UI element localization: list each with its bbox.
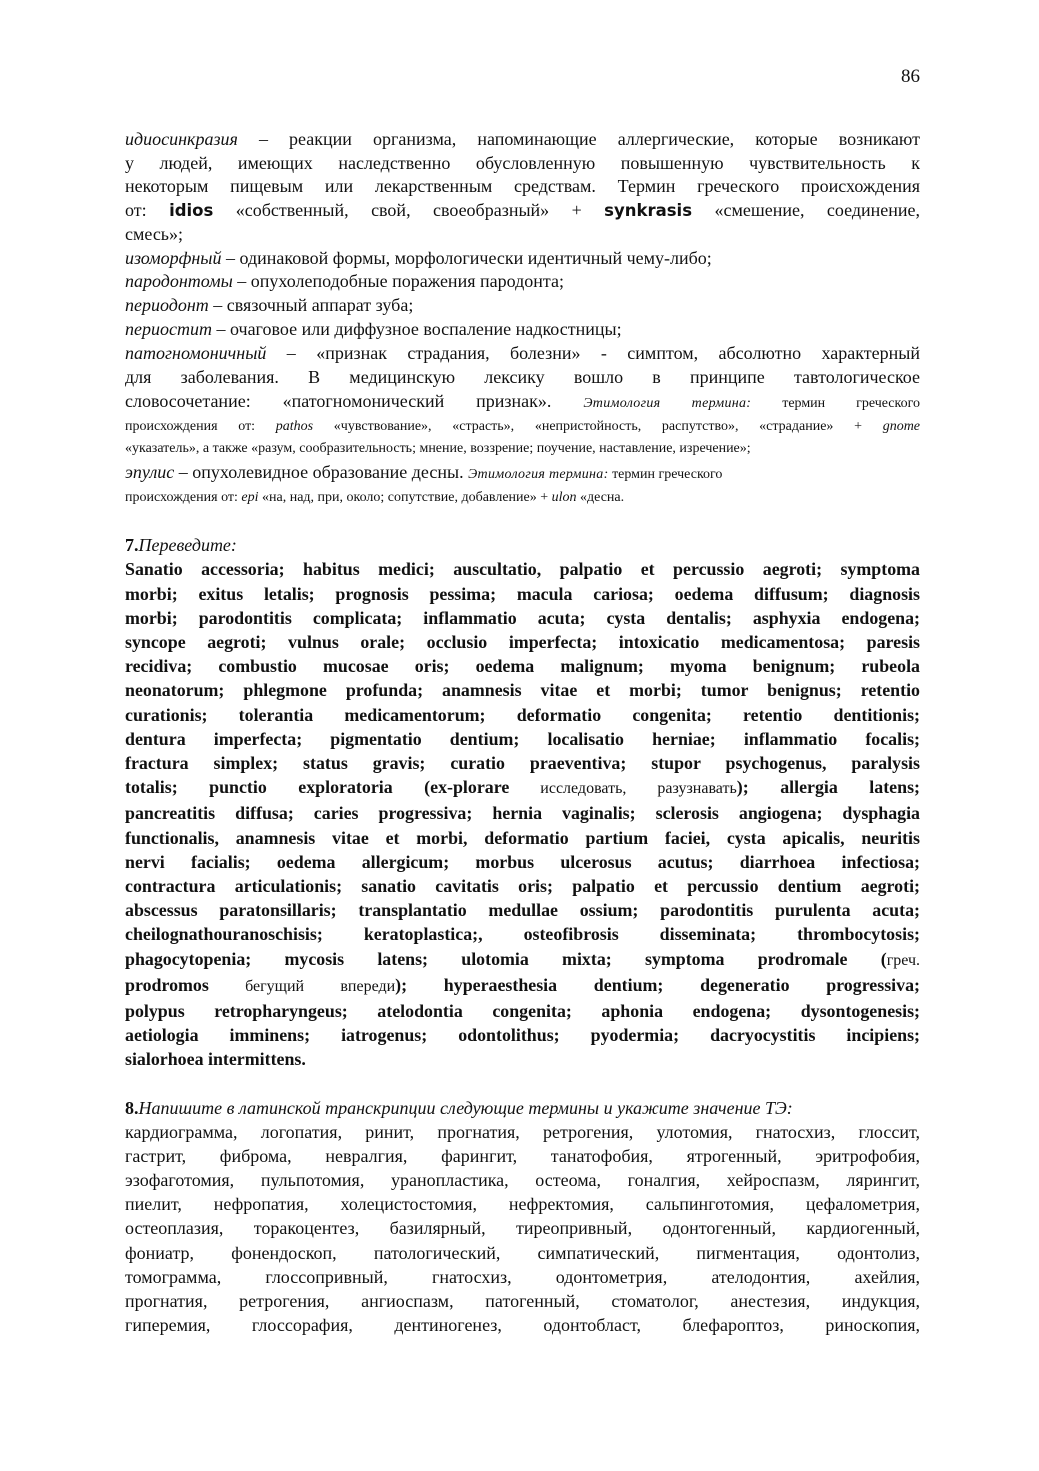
etymology-text: термин греческого: [751, 396, 921, 412]
glossary-term: периодонт: [125, 294, 209, 315]
definition-text: словосочетание: «патогномонический признак».: [125, 391, 584, 412]
text-line: nervi facialis; oedema allergicum; morbus ulcerosus acutus; diarrhoea infectiosa;: [125, 851, 920, 872]
text-line: morbi; parodontitis complicata; inflammatio acuta; cysta dentalis; asphyxia endogena;: [125, 607, 920, 628]
definition-text: – реакции организма, напоминающие аллергические, которые возникают: [237, 129, 920, 149]
text-line: гиперемия, глоссорафия, дентиногенез, одонтобласт, блефароптоз, риноскопия,: [125, 1315, 920, 1336]
exercise-text: [125, 557, 920, 1071]
text-line: [125, 775, 920, 801]
text-line: recidiva; combustio mucosae oris; oedema malignum; myoma benignum; rubeola: [125, 656, 920, 677]
etymology-text: «чувствование», «страсть», «непристойность, распутство», «страдание» +: [313, 419, 883, 435]
definition-text: для заболевания. В медицинскую лексику вошло в принципе тавтологическое: [125, 367, 920, 388]
exercise-instruction: Переведите:: [138, 535, 237, 556]
definition-text: «смешение, соединение,: [692, 200, 920, 221]
text-line: morbi; exitus letalis; prognosis pessima; macula cariosa; oedema diffusum; diagnosis: [125, 583, 920, 604]
etymology-text: происхождения от:: [125, 490, 242, 506]
exercise-7: [125, 533, 920, 1071]
exercise-8: [125, 1096, 920, 1338]
text-line: functionalis, anamnesis vitae et morbi, deformatio partium faciei, cysta apicalis, neuritis: [125, 827, 920, 848]
definition-text: – очаговое или диффузное воспаление надкостницы;: [211, 318, 622, 339]
glossary-entry-idiosyncrasy: [125, 128, 920, 247]
russian-gloss: исследовать, разузнавать: [509, 780, 737, 798]
etymology-text: происхождения от:: [125, 419, 276, 435]
russian-gloss: бегущий впереди: [208, 977, 396, 995]
text-line: cheilognathouranoschisis; keratoplastica;, osteofibrosis disseminata; thrombocytosis;: [125, 924, 920, 945]
exercise-number: 8.: [125, 1097, 139, 1118]
text-line: [125, 973, 920, 999]
etymology-label: Этимология термина:: [583, 396, 752, 412]
glossary-term: эпулис: [125, 462, 175, 483]
text-line: abscessus paratonsillaris; transplantatio medullae ossium; parodontitis purulenta acuta;: [125, 900, 920, 921]
definition-text: – одинаковой формы, морфологически идентичный чему-либо;: [221, 247, 712, 268]
definition-text: – опухолеподобные поражения пародонта;: [232, 271, 564, 292]
glossary-term: идиосинкразия: [125, 129, 238, 149]
etymology-label: Этимология термина:: [468, 467, 609, 483]
greek-word: ulon: [551, 490, 577, 506]
text-line: остеоплазия, торакоцентез, базилярный, тиреопривный, одонтогенный, кардиогенный,: [125, 1218, 920, 1239]
text-line: aetiologia imminens; iatrogenus; odontolithus; pyodermia; dacryocystitis incipiens;: [125, 1025, 920, 1046]
page-content: [125, 128, 920, 1337]
text-line: Sanatio accessoria; habitus medici; auscultatio, palpatio et percussio aegroti; symptoma: [125, 559, 920, 580]
text-line: dentura imperfecta; pigmentatio dentium; localisatio herniae; inflammatio focalis;: [125, 728, 920, 749]
text-line: эзофаготомия, пульпотомия, уранопластика, остеома, гоналгия, хейроспазм, лярингит,: [125, 1170, 920, 1190]
latin-text: phagocytopenia; mycosis latens; ulotomia mixta; symptoma prodromale (: [125, 948, 887, 969]
definition-text: – связочный аппарат зуба;: [208, 294, 414, 315]
text-line: fractura simplex; status gravis; curatio praeventiva; stupor psychogenus, paralysis: [125, 752, 920, 773]
text-line: пиелит, нефропатия, холецистостомия, нефректомия, сальпинготомия, цефалометрия,: [125, 1194, 920, 1215]
definition-text: – «признак страдания, болезни» - симптом, абсолютно характерный: [266, 343, 920, 364]
text-line: [125, 947, 920, 973]
etymology-text: «на, над, при, около; сопутствие, добавление» +: [258, 490, 552, 506]
greek-word: epi: [241, 490, 259, 506]
definition-text: «собственный, свой, своеобразный» +: [213, 200, 605, 221]
latin-text: prodromos: [125, 974, 209, 995]
text-line: contractura articulationis; sanatio cavitatis oris; palpatio et percussio dentium aegroti;: [125, 875, 920, 896]
glossary-entry-epulis: [125, 460, 920, 509]
glossary-term: изоморфный: [125, 247, 222, 268]
exercise-heading: [125, 1096, 920, 1120]
glossary-entry-periostitis: [125, 318, 920, 342]
text-line: neonatorum; phlegmone profunda; anamnesis vitae et morbi; tumor benignus; retentio: [125, 680, 920, 701]
greek-word: pathos: [275, 419, 314, 435]
glossary-entry-isomorphic: [125, 247, 920, 271]
text-line: pancreatitis diffusa; caries progressiva; hernia vaginalis; sclerosis angiogena; dysphagia: [125, 803, 920, 824]
text-line: sialorhoea intermittens.: [125, 1049, 306, 1070]
page-number: 86: [901, 66, 920, 87]
latin-text: totalis; punctio exploratoria (ex-plorare: [125, 777, 510, 798]
text-line: кардиограмма, логопатия, ринит, прогнатия, ретрогения, улотомия, гнатосхиз, глоссит,: [125, 1121, 920, 1142]
exercise-instruction: Напишите в латинской транскрипции следующие термины и укажите значение ТЭ:: [138, 1097, 793, 1118]
text-line: гастрит, фиброма, невралгия, фарингит, танатофобия, ятрогенный, эритрофобия,: [125, 1145, 920, 1166]
latin-text: ); hyperaesthesia dentium; degeneratio progressiva;: [395, 974, 920, 995]
text-line: фониатр, фонендоскоп, патологический, симпатический, пигментация, одонтолиз,: [125, 1242, 920, 1263]
exercise-text: [125, 1120, 920, 1338]
glossary-term: патогномоничный: [125, 343, 267, 364]
text-line: прогнатия, ретрогения, ангиоспазм, патогенный, стоматолог, анестезия, индукция,: [125, 1291, 920, 1312]
text-line: томограмма, глоссопривный, гнатосхиз, одонтометрия, ателодонтия, ахейлия,: [125, 1266, 920, 1287]
greek-word: synkrasis: [604, 201, 693, 221]
greek-word: gnome: [882, 419, 921, 435]
definition-text: – опухолевидное образование десны.: [174, 462, 469, 483]
exercise-heading: [125, 533, 920, 557]
text-line: curationis; tolerantia medicamentorum; deformatio congenita; retentio dentitionis;: [125, 704, 920, 725]
russian-gloss: греч.: [886, 951, 920, 969]
text-line: polypus retropharyngeus; atelodontia congenita; aphonia endogena; dysontogenesis;: [125, 1000, 920, 1021]
glossary-term: периостит: [125, 318, 212, 339]
etymology-text: «десна.: [576, 490, 625, 506]
definition-text: от:: [125, 200, 170, 221]
glossary-entry-periodont: [125, 294, 920, 318]
text-line: syncope aegroti; vulnus orale; occlusio imperfecta; intoxicatio medicamentosa; paresis: [125, 631, 920, 652]
definition-text: некоторым пищевым или лекарственным средствам. Термин греческого происхождения: [125, 176, 920, 197]
exercise-number: 7.: [125, 535, 139, 556]
etymology-text: термин греческого: [608, 467, 723, 483]
etymology-text: «указатель», а также «разум, сообразительность; мнение, воззрение; поучение, наставление, изречение»;: [125, 441, 751, 457]
definition-text: у людей, имеющих наследственно обусловленную повышенную чувствительность к: [125, 152, 920, 173]
latin-text: ); allergia latens;: [736, 777, 920, 798]
glossary-term: пародонтомы: [125, 271, 233, 292]
greek-word: idios: [169, 201, 214, 221]
glossary-entry-parodontoma: [125, 270, 920, 294]
definition-text: смесь»;: [125, 223, 184, 244]
glossary-entry-pathognomonic: [125, 341, 920, 460]
